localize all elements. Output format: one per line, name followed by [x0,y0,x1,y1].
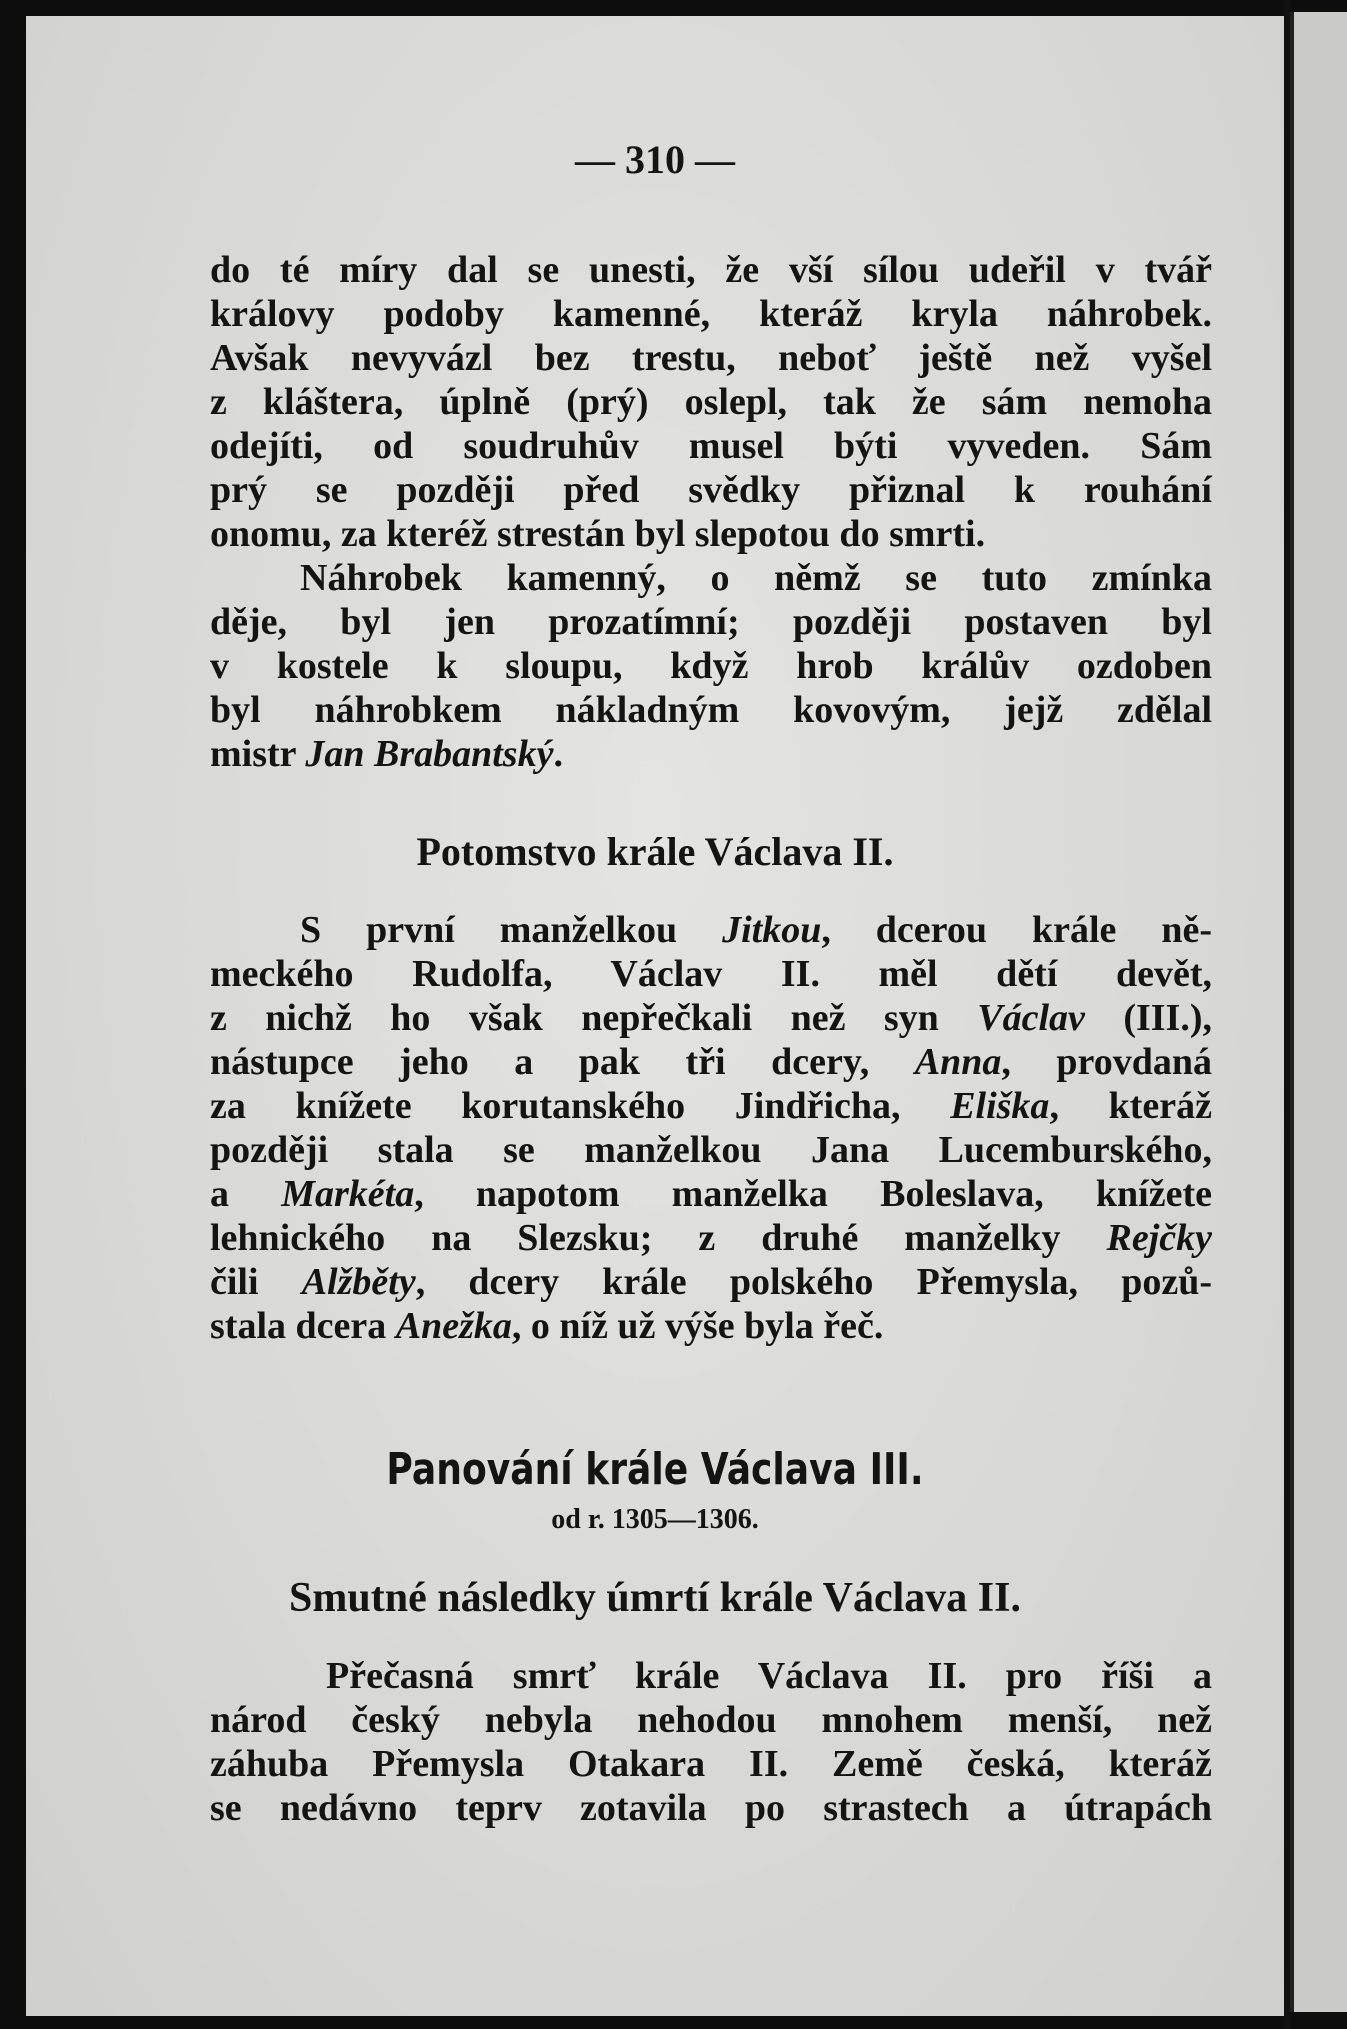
text-segment: , napotom manželka Boleslava, knížete [414,1173,1212,1215]
text-segment: a [210,1173,282,1215]
text-segment: S první manželkou [300,909,723,951]
text-line: meckého Rudolfa, Václav II. měl dětí devět, [210,953,1212,995]
text-line [210,1260,1212,1304]
text-line: odejíti, od soudruhův musel býti vyveden. Sám [210,425,1212,467]
person-name: Václav [977,997,1085,1039]
text-line: prý se později před svědky přiznal k rouhání [210,469,1212,511]
text-line: do té míry dal se unesti, že vší sílou udeřil v tvář [210,249,1212,291]
adjacent-page-edge [1290,12,1347,2012]
person-name: Eliška [950,1085,1050,1127]
text-line: Avšak nevyvázl bez trestu, neboť ještě než vyšel [210,337,1212,379]
text-line [210,1172,1212,1216]
chapter-heading: Panování krále Václava III. [386,1444,924,1495]
text-segment: z nichž ho však nepřečkali než syn [210,997,978,1039]
text-line: královy podoby kamenné, kteráž kryla náhrobek. [210,293,1212,335]
text-line: Přečasná smrť krále Václava II. pro říši a [326,1655,1212,1697]
person-name: Jitkou [722,909,822,951]
text-segment: stala dcera [210,1305,396,1347]
book-page [26,16,1284,2016]
text-line [210,1216,1212,1260]
text-line: záhuba Přemysla Otakara II. Země česká, kteráž [210,1743,1212,1785]
text-segment: , o níž už výše byla řeč. [511,1305,884,1347]
text-segment: nástupce jeho a pak tři dcery, [210,1041,915,1083]
text-line: národ český nebyla nehodou mnohem menší, než [210,1699,1212,1741]
person-name: Alžběty [301,1261,416,1303]
text-line: se nedávno teprv zotavila po strastech a útrapách [210,1787,1212,1829]
text-segment: , kteráž [1049,1085,1212,1127]
text-segment: čili [210,1261,302,1303]
text-line [210,732,1212,776]
page-number: — 310 — [575,137,735,182]
text-line: děje, byl jen prozatímní; později postaven byl [210,601,1212,643]
text-line [210,1304,1212,1348]
text-segment: , provdaná [1001,1041,1212,1083]
text-line [300,908,1212,952]
chapter-dates: od r. 1305—1306. [551,1504,759,1535]
person-name: Anna [914,1041,1002,1083]
text-line: později stala se manželkou Jana Lucemburského, [210,1129,1212,1171]
person-name: Anežka [395,1305,512,1347]
text-line: byl náhrobkem nákladným kovovým, jejž zdělal [210,689,1212,731]
text-segment: , dcerou krále ně- [821,909,1212,951]
person-name: Rejčky [1106,1217,1212,1259]
text-segment: , dcery krále polského Přemysla, pozů- [415,1261,1212,1303]
section-heading: Potomstvo krále Václava II. [416,829,894,874]
text-line: v kostele k sloupu, když hrob králův ozdoben [210,645,1212,687]
text-segment: (III.), [1084,997,1212,1039]
text-segment: lehnického na Slezsku; z druhé manželky [210,1217,1107,1259]
text-line: Náhrobek kamenný, o němž se tuto zmínka [300,557,1212,599]
text-line: onomu, za kteréž strestán byl slepotou do smrti. [210,513,986,555]
person-name: Jan Brabantský [305,733,554,775]
text-line [210,1084,1212,1128]
text-line [210,1040,1212,1084]
text-line [210,996,1212,1040]
text-line: z kláštera, úplně (prý) oslepl, tak že sám nemoha [210,381,1212,423]
text-segment: za knížete korutanského Jindřicha, [210,1085,951,1127]
text-segment: . [553,733,563,775]
text-segment: mistr [210,733,306,775]
section-heading: Smutné následky úmrtí krále Václava II. [289,1575,1021,1621]
person-name: Markéta [281,1173,415,1215]
